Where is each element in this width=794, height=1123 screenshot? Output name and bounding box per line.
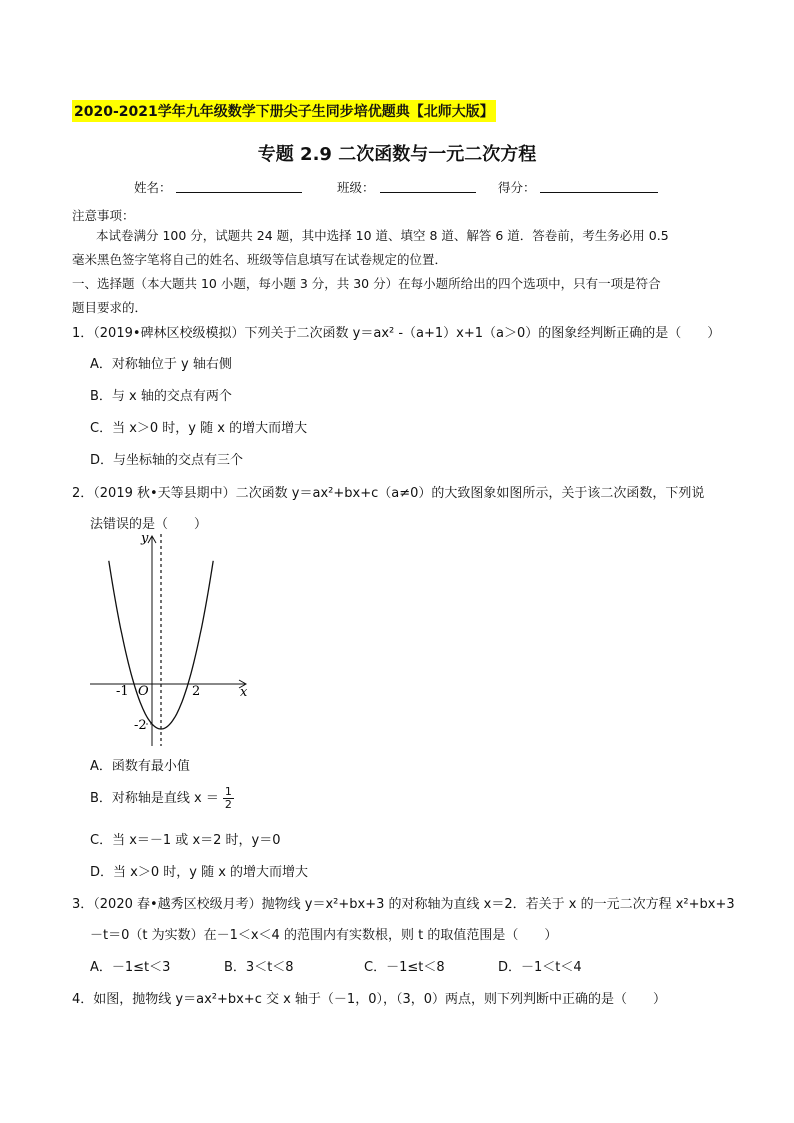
question-3-stem-line-2: －t＝0（t 为实数）在－1＜x＜4 的范围内有实数根，则 t 的取值范围是（ ） <box>90 928 558 943</box>
question-3-stem-line-1: 3．（2020 春•越秀区校级月考）抛物线 y＝x²+bx+3 的对称轴为直线 x＝2．若关于 x 的一元二次方程 x²+bx+3 <box>72 897 735 912</box>
question-1-stem: 1．（2019•碑林区校级模拟）下列关于二次函数 y＝ax² -（a+1）x+1（a＞0）的图象经判断正确的是（ ） <box>72 326 721 341</box>
fraction-one-half <box>223 786 234 811</box>
question-1-option-b: B．与 x 轴的交点有两个 <box>90 389 232 404</box>
question-3-option-a: A．－1≤t＜3 <box>90 960 171 975</box>
name-blank-line <box>176 192 302 193</box>
question-3-option-d: D．－1＜t＜4 <box>498 960 582 975</box>
question-1-option-d: D．与坐标轴的交点有三个 <box>90 453 244 468</box>
fraction-numerator: 1 <box>224 785 232 798</box>
question-1-option-c: C．当 x＞0 时，y 随 x 的增大而增大 <box>90 421 308 436</box>
fraction-denominator: 2 <box>224 798 232 811</box>
question-1-option-a: A．对称轴位于 y 轴右侧 <box>90 357 232 372</box>
x-axis-label: x <box>240 685 248 700</box>
root-2-label: 2 <box>192 684 201 699</box>
question-2-option-d: D．当 x＞0 时，y 随 x 的增大而增大 <box>90 865 309 880</box>
question-2-option-b <box>90 786 234 811</box>
section-heading-line-2: 题目要求的． <box>72 300 148 315</box>
question-2-option-b-text: B．对称轴是直线 x ＝ <box>90 791 219 806</box>
class-label: 班级： <box>337 180 375 195</box>
question-2-stem-line-1: 2．（2019 秋•天等县期中）二次函数 y＝ax²+bx+c（a≠0）的大致图象如图所示，关于该二次函数，下列说 <box>72 486 705 501</box>
name-label: 姓名： <box>134 180 172 195</box>
y-intercept-label: -2 <box>134 718 147 733</box>
question-2-option-a: A．函数有最小值 <box>90 759 190 774</box>
header-banner: 2020-2021学年九年级数学下册尖子生同步培优题典【北师大版】 <box>72 100 496 122</box>
section-heading-line-1: 一、选择题（本大题共 10 小题，每小题 3 分，共 30 分）在每小题所给出的四个选项中，只有一项是符合 <box>72 276 661 291</box>
parabola-figure <box>86 528 256 750</box>
y-axis-label: y <box>141 531 149 546</box>
class-blank-line <box>380 192 476 193</box>
question-3-option-b: B．3＜t＜8 <box>224 960 294 975</box>
notice-heading: 注意事项： <box>72 208 135 223</box>
question-2-option-c: C．当 x＝－1 或 x＝2 时，y＝0 <box>90 833 281 848</box>
question-3-option-c: C．－1≤t＜8 <box>364 960 445 975</box>
page-title: 专题 2.9 二次函数与一元二次方程 <box>257 144 537 165</box>
origin-label: O <box>138 684 149 699</box>
question-2-stem-line-2: 法错误的是（ ） <box>90 517 208 532</box>
score-blank-line <box>540 192 658 193</box>
root-1-label: -1 <box>116 684 129 699</box>
question-4-stem: 4．如图，抛物线 y＝ax²+bx+c 交 x 轴于（－1，0），（3，0）两点，则下列判断中正确的是（ ） <box>72 992 667 1007</box>
score-label: 得分： <box>498 180 536 195</box>
notice-line-2: 毫米黑色签字笔将自己的姓名、班级等信息填写在试卷规定的位置． <box>72 252 448 267</box>
notice-line-1: 本试卷满分 100 分，试题共 24 题，其中选择 10 道、填空 8 道、解答 6 道．答卷前，考生务必用 0.5 <box>96 228 669 243</box>
